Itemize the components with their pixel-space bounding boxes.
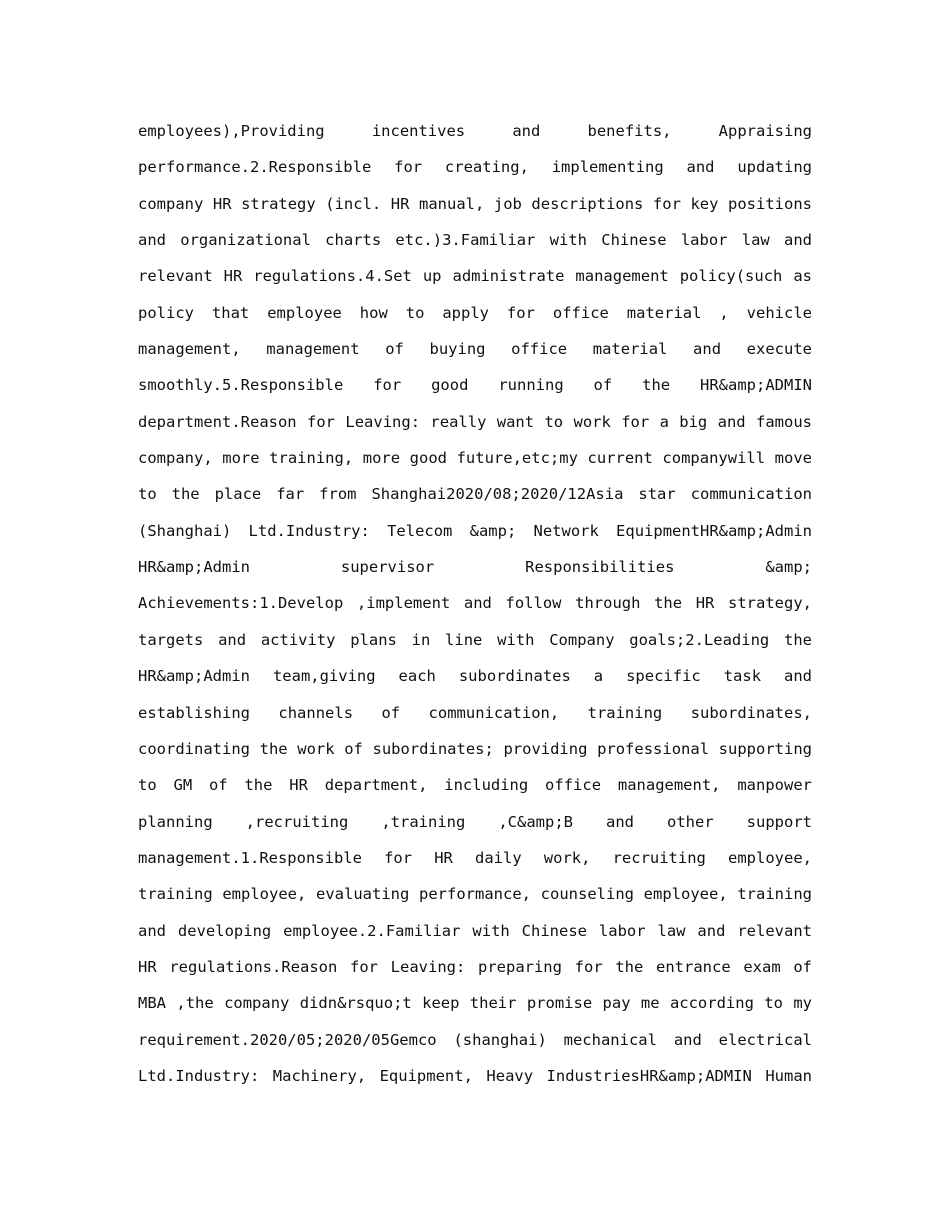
text-line: Achievements:1.Develop ,implement and follow through the HR strategy, xyxy=(138,594,812,613)
text-line: (Shanghai) Ltd.Industry: Telecom &amp; Network EquipmentHR&amp;Admin xyxy=(138,521,812,540)
text-line: and organizational charts etc.)3.Familiar with Chinese labor law and xyxy=(138,231,812,250)
text-line: Ltd.Industry: Machinery, Equipment, Heavy IndustriesHR&amp;ADMIN Human xyxy=(138,1066,812,1085)
text-line: management.1.Responsible for HR daily work, recruiting employee, xyxy=(138,848,812,867)
text-line: HR&amp;Admin team,giving each subordinates a specific task and xyxy=(138,667,812,686)
text-line: planning ,recruiting ,training ,C&amp;B and other support xyxy=(138,812,812,831)
body-text xyxy=(138,113,812,1094)
text-line: to the place far from Shanghai2020/08;2020/12Asia star communication xyxy=(138,485,812,504)
text-line: requirement.2020/05;2020/05Gemco (shanghai) mechanical and electrical xyxy=(138,1030,812,1049)
text-line: smoothly.5.Responsible for good running of the HR&amp;ADMIN xyxy=(138,376,812,395)
text-line: performance.2.Responsible for creating, implementing and updating xyxy=(138,158,812,177)
text-line: company HR strategy (incl. HR manual, job descriptions for key positions xyxy=(138,194,812,213)
text-line: company, more training, more good future,etc;my current companywill move xyxy=(138,449,812,468)
text-line: establishing channels of communication, training subordinates, xyxy=(138,703,812,722)
text-line: coordinating the work of subordinates; providing professional supporting xyxy=(138,739,812,758)
text-line: targets and activity plans in line with Company goals;2.Leading the xyxy=(138,630,812,649)
text-line: relevant HR regulations.4.Set up administrate management policy(such as xyxy=(138,267,812,286)
text-line: MBA ,the company didn&rsquo;t keep their promise pay me according to my xyxy=(138,994,812,1013)
text-line: training employee, evaluating performance, counseling employee, training xyxy=(138,885,812,904)
text-line: HR regulations.Reason for Leaving: preparing for the entrance exam of xyxy=(138,957,812,976)
text-line: and developing employee.2.Familiar with Chinese labor law and relevant xyxy=(138,921,812,940)
text-line: department.Reason for Leaving: really want to work for a big and famous xyxy=(138,412,812,431)
text-line: to GM of the HR department, including office management, manpower xyxy=(138,776,812,795)
text-line: management, management of buying office material and execute xyxy=(138,340,812,359)
text-line: employees),Providing incentives and benefits, Appraising xyxy=(138,122,812,140)
text-line: policy that employee how to apply for office material , vehicle xyxy=(138,303,812,322)
text-line: HR&amp;Admin supervisor Responsibilities &amp; xyxy=(138,558,812,577)
